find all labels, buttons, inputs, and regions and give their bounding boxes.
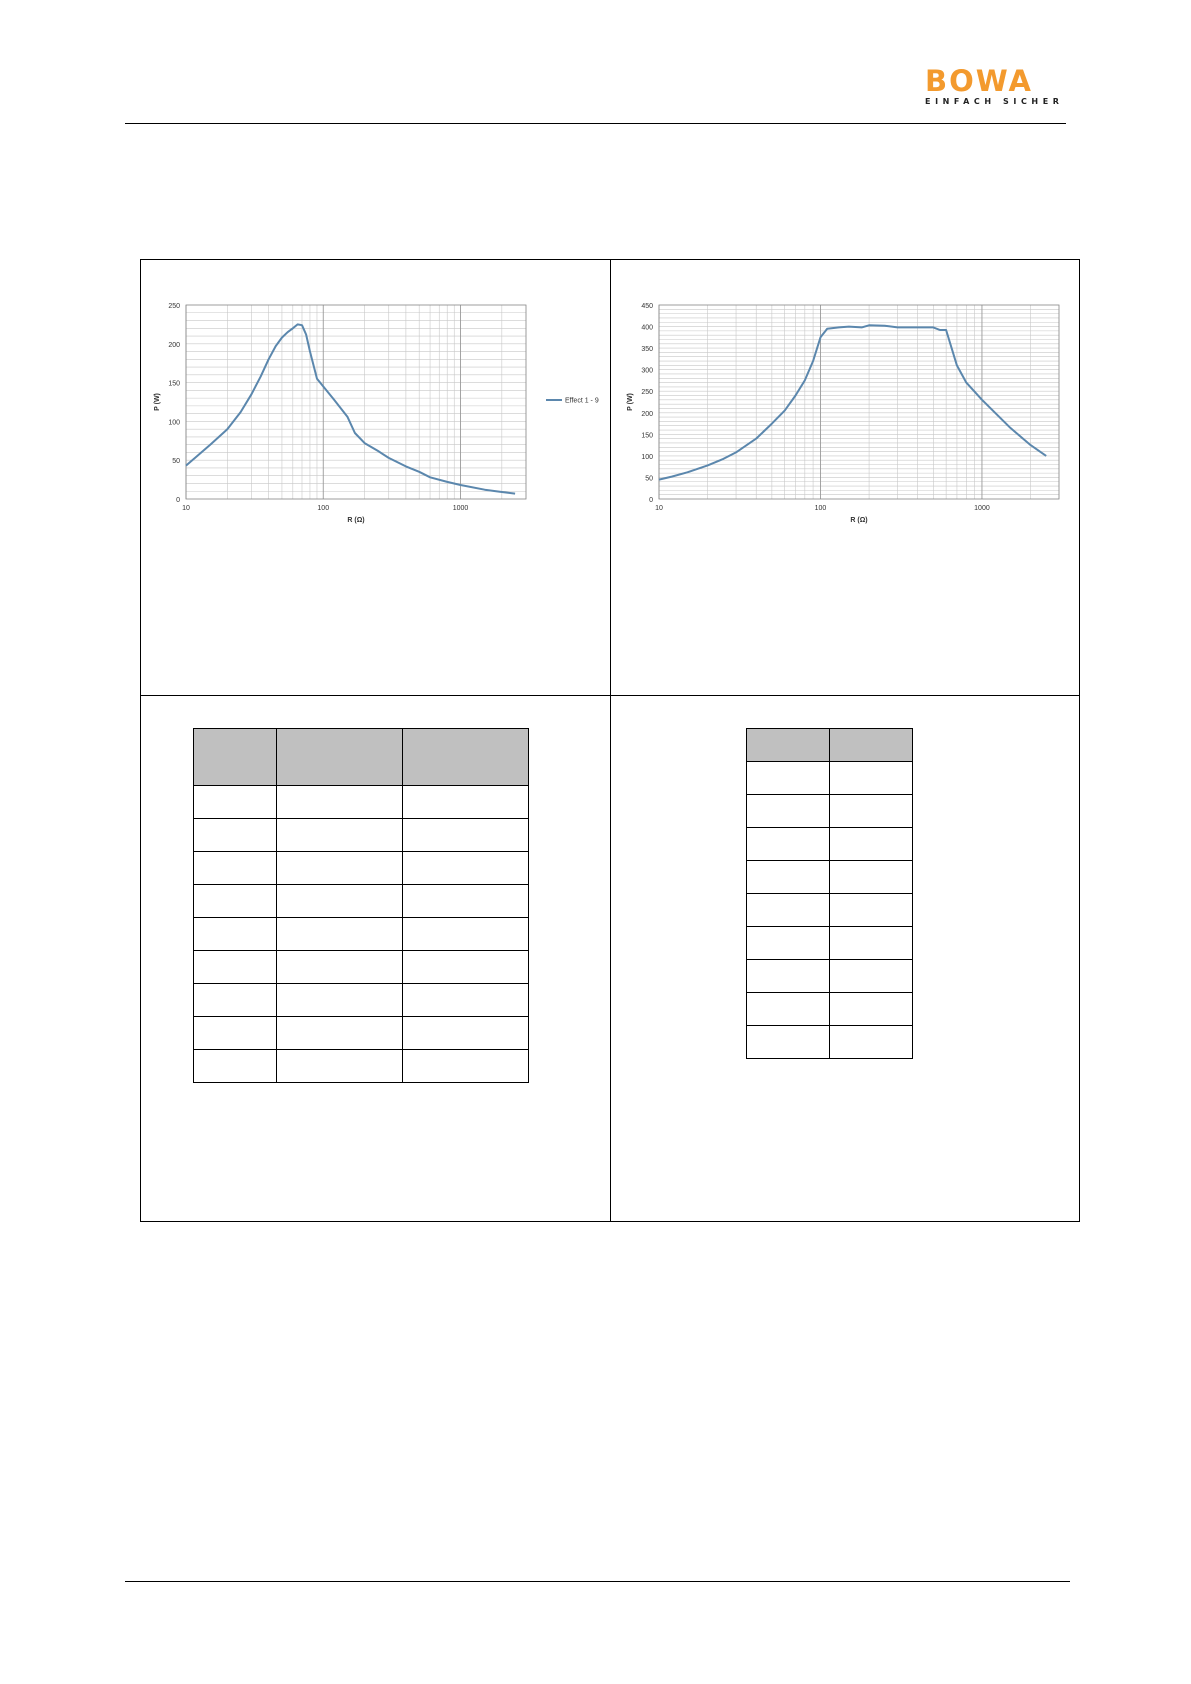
y-tick-label: 0 [176, 497, 180, 504]
table-cell [747, 993, 830, 1026]
y-tick-label: 0 [649, 497, 653, 504]
table-row [194, 918, 529, 951]
y-tick-label: 400 [641, 324, 653, 332]
table-row [194, 1017, 529, 1050]
x-tick-label: 100 [317, 505, 330, 512]
table-cell [277, 786, 403, 819]
table-header-row [747, 729, 913, 762]
x-tick-label: 10 [655, 505, 663, 512]
power-curve-chart-1 [151, 285, 601, 530]
table-row [194, 786, 529, 819]
table-cell [403, 951, 529, 984]
table-cell [194, 885, 277, 918]
data-table-right [746, 728, 913, 1059]
x-tick-label: 1000 [452, 505, 469, 512]
table-row [747, 1026, 913, 1059]
table-cell [277, 984, 403, 1017]
table-cell [194, 1017, 277, 1050]
table-cell [747, 861, 830, 894]
y-tick-label: 150 [641, 432, 653, 440]
table-cell [830, 993, 913, 1026]
y-tick-label: 250 [168, 303, 180, 310]
y-tick-label: 350 [641, 346, 653, 354]
y-tick-label: 100 [641, 453, 653, 461]
table-cell [277, 852, 403, 885]
table-cell [830, 960, 913, 993]
footer-rule [125, 1581, 1070, 1582]
y-tick-label: 200 [641, 410, 653, 418]
legend-label: Effect 1 - 9 [565, 397, 599, 405]
table-header-cell [194, 729, 277, 786]
table-cell [194, 1050, 277, 1083]
table-cell [830, 927, 913, 960]
table-cell [403, 1017, 529, 1050]
x-tick-label: 1000 [974, 505, 990, 512]
table-row [747, 960, 913, 993]
table-cell [747, 960, 830, 993]
table-cell [830, 762, 913, 795]
y-axis-label: P (W) [627, 393, 634, 411]
y-tick-label: 450 [641, 303, 653, 310]
table-cell [403, 918, 529, 951]
table-cell [403, 852, 529, 885]
table-cell [277, 951, 403, 984]
table-cell [747, 927, 830, 960]
table-cell [747, 828, 830, 861]
x-tick-label: 10 [182, 505, 190, 512]
table-row [194, 885, 529, 918]
grid-divider-horizontal [141, 695, 1079, 696]
table-row [194, 984, 529, 1017]
table-cell [403, 819, 529, 852]
y-tick-label: 50 [172, 458, 180, 466]
content-grid [140, 259, 1080, 1222]
table-cell [403, 786, 529, 819]
y-tick-label: 200 [168, 341, 180, 349]
y-tick-label: 150 [168, 380, 180, 388]
table-cell [747, 795, 830, 828]
series-line [659, 325, 1046, 479]
table-cell [403, 1050, 529, 1083]
y-tick-label: 300 [641, 367, 653, 375]
table-cell [277, 1017, 403, 1050]
table-row [747, 762, 913, 795]
table-row [747, 828, 913, 861]
table-row [747, 861, 913, 894]
table-cell [747, 762, 830, 795]
table-header-cell [403, 729, 529, 786]
table-cell [194, 852, 277, 885]
table-row [194, 1050, 529, 1083]
table-row [194, 819, 529, 852]
table-cell [194, 984, 277, 1017]
table-cell [194, 918, 277, 951]
table-row [747, 894, 913, 927]
x-axis-label: R (Ω) [850, 517, 868, 524]
table-cell [830, 1026, 913, 1059]
x-tick-label: 100 [814, 505, 827, 512]
plot-area-frame [659, 305, 1059, 499]
table-cell [403, 885, 529, 918]
x-axis-label: R (Ω) [347, 517, 365, 524]
table-header-cell [747, 729, 830, 762]
table-row [194, 951, 529, 984]
table-cell [830, 828, 913, 861]
table-row [747, 795, 913, 828]
grid-divider-vertical [610, 260, 611, 1221]
table-cell [194, 786, 277, 819]
table-header-cell [830, 729, 913, 762]
table-row [194, 852, 529, 885]
data-table-left [193, 728, 529, 1083]
table-cell [747, 894, 830, 927]
table-cell [194, 819, 277, 852]
table-cell [830, 861, 913, 894]
table-row [747, 927, 913, 960]
bowa-logo [925, 66, 1073, 108]
y-tick-label: 250 [641, 389, 653, 397]
table-cell [277, 1050, 403, 1083]
logo-wordmark: BOWA [925, 64, 1033, 98]
header-rule [125, 123, 1066, 124]
y-axis-label: P (W) [154, 393, 161, 411]
table-header-cell [277, 729, 403, 786]
y-tick-label: 50 [645, 475, 653, 483]
table-cell [830, 894, 913, 927]
table-cell [830, 795, 913, 828]
y-tick-label: 100 [168, 419, 180, 427]
table-cell [277, 819, 403, 852]
plot-area-frame [186, 305, 526, 499]
table-header-row [194, 729, 529, 786]
table-cell [747, 1026, 830, 1059]
table-row [747, 993, 913, 1026]
table-cell [403, 984, 529, 1017]
table-cell [194, 951, 277, 984]
table-cell [277, 918, 403, 951]
logo-tagline: EINFACH SICHER [925, 97, 1064, 106]
table-cell [277, 885, 403, 918]
power-curve-chart-2 [621, 285, 1071, 530]
